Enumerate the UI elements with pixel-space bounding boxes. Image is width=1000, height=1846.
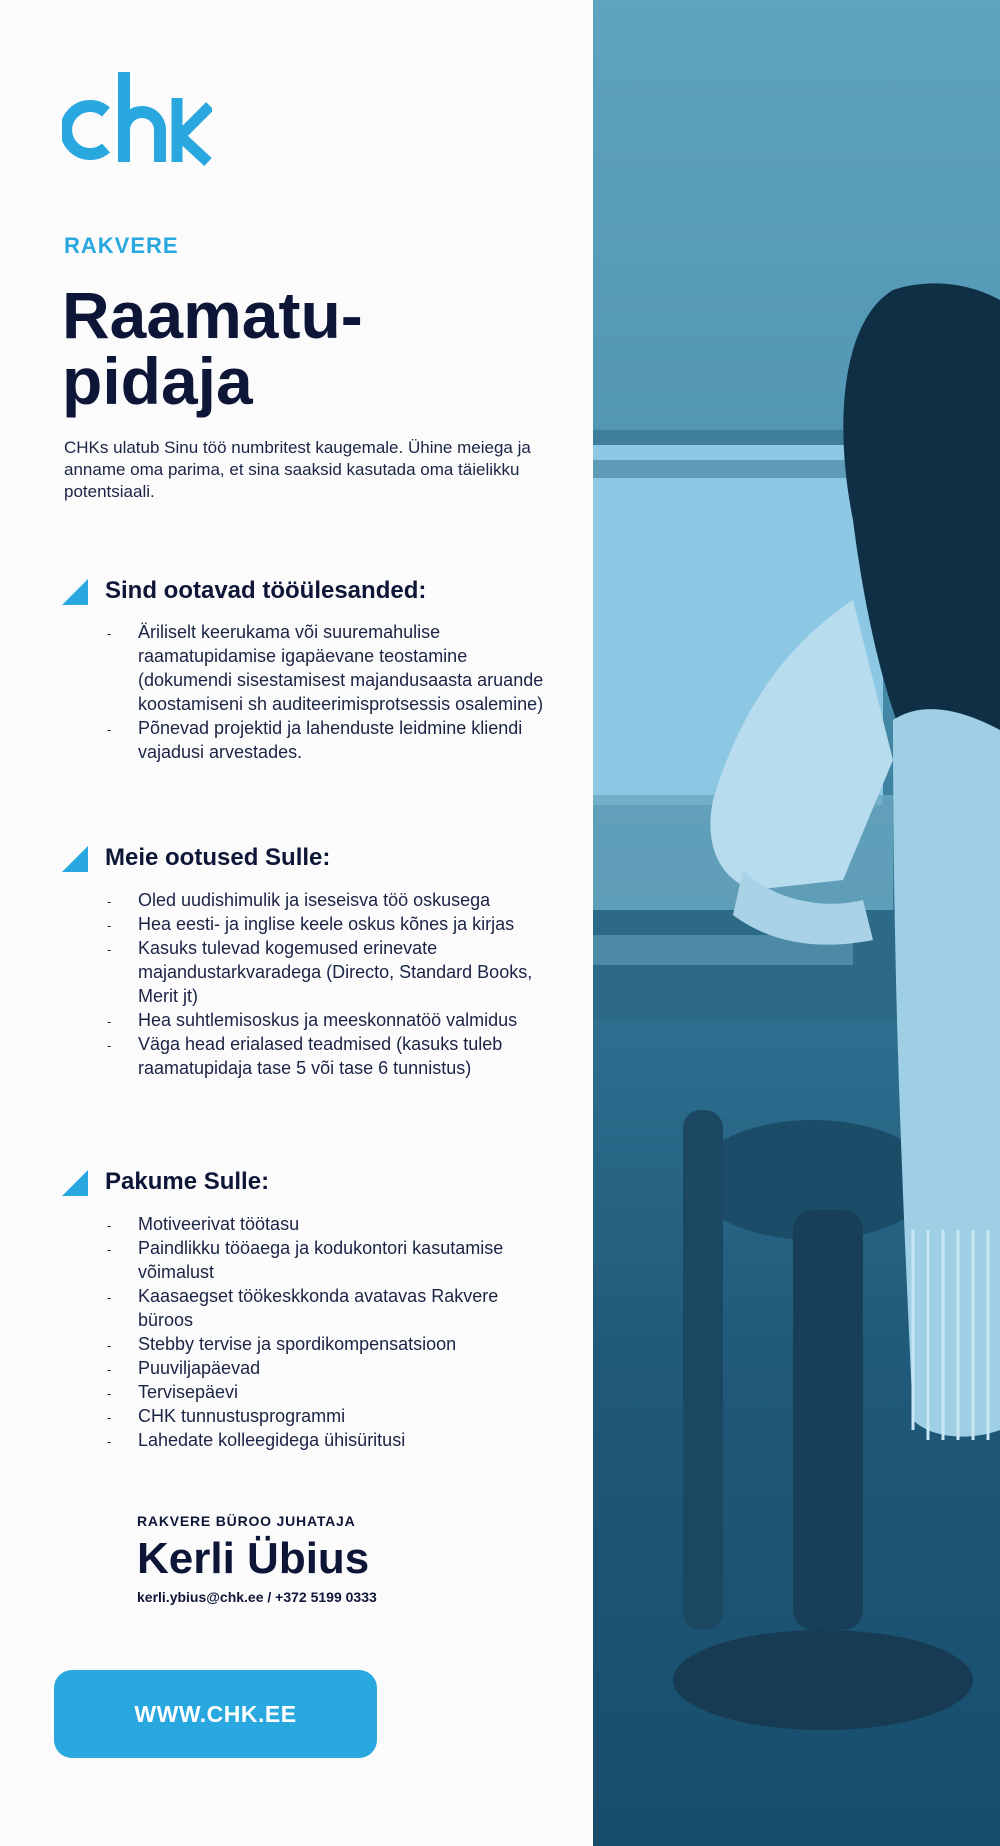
triangle-bullet-icon <box>62 1170 88 1196</box>
list-item: - Väga head erialased teadmised (kasuks tuleb raamatupidaja tase 5 või tase 6 tunnistus) <box>105 1032 545 1080</box>
list-item: - Lahedate kolleegidega ühisüritusi <box>105 1428 545 1452</box>
list-item: - Stebby tervise ja spordikompensatsioon <box>105 1332 545 1356</box>
list-item: - Hea suhtlemisoskus ja meeskonnatöö valmidus <box>105 1008 545 1032</box>
contact-name: Kerli Übius <box>137 1534 370 1583</box>
offer-list <box>105 1212 545 1452</box>
hero-photo-panel <box>593 0 1000 1846</box>
tasks-list <box>105 620 545 764</box>
section-tasks-title: Sind ootavad tööülesanded: <box>105 577 427 604</box>
list-item: - CHK tunnustusprogrammi <box>105 1404 545 1428</box>
list-item: - Motiveerivat töötasu <box>105 1212 545 1236</box>
list-item: - Hea eesti- ja inglise keele oskus kõnes ja kirjas <box>105 912 545 936</box>
list-item: - Paindlikku tööaega ja kodukontori kasutamise võimalust <box>105 1236 545 1284</box>
office-photo <box>593 0 1000 1846</box>
section-offer-title: Pakume Sulle: <box>105 1168 270 1195</box>
chk-logo <box>62 70 212 166</box>
job-title <box>62 278 562 418</box>
list-item: - Puuviljapäevad <box>105 1356 545 1380</box>
contact-role: RAKVERE BÜROO JUHATAJA <box>137 1513 356 1529</box>
expectations-list <box>105 888 545 1080</box>
list-item: - Kasuks tulevad kogemused erinevate majandustarkvaradega (Directo, Standard Books, Merit jt) <box>105 936 545 1008</box>
job-title-line-1: Raamatu- <box>62 278 363 352</box>
section-expectations-title: Meie ootused Sulle: <box>105 844 331 871</box>
website-button[interactable]: WWW.CHK.EE <box>54 1670 377 1758</box>
job-title-line-2: pidaja <box>62 344 253 418</box>
triangle-bullet-icon <box>62 846 88 872</box>
list-item: - Äriliselt keerukama või suuremahulise raamatupidamise igapäevane teostamine (dokumendi sisestamisest majandusaasta aruande koostamiseni sh auditeerimisprotsessis osalemine) <box>105 620 545 716</box>
list-item: - Põnevad projektid ja lahenduste leidmine kliendi vajadusi arvestades. <box>105 716 545 764</box>
list-item: - Tervisepäevi <box>105 1380 545 1404</box>
job-location: RAKVERE <box>64 233 179 258</box>
list-item: - Kaasaegset töökeskkonda avatavas Rakvere büroos <box>105 1284 545 1332</box>
intro-text: CHKs ulatub Sinu töö numbritest kaugemale. Ühine meiega ja anname oma parima, et sina saaksid kasutada oma täielikku potentsiaali. <box>64 438 531 501</box>
triangle-bullet-icon <box>62 579 88 605</box>
contact-info[interactable]: kerli.ybius@chk.ee / +372 5199 0333 <box>137 1589 377 1605</box>
list-item: - Oled uudishimulik ja iseseisva töö oskusega <box>105 888 545 912</box>
